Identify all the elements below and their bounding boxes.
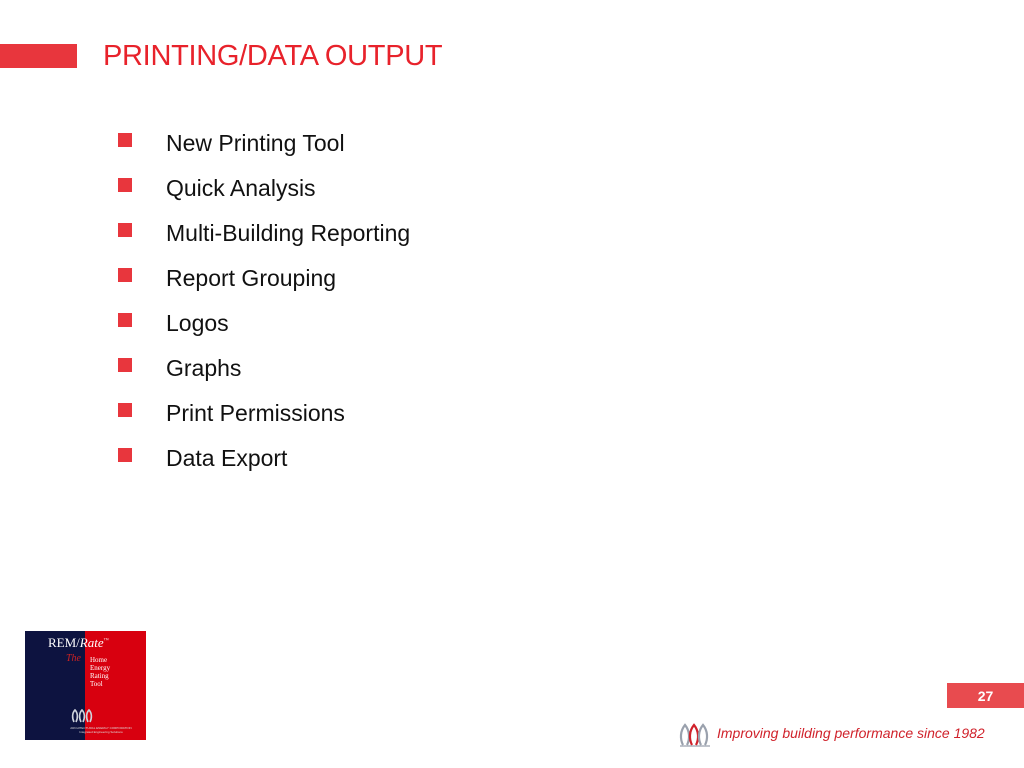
logo-tagline-line: Home (90, 656, 108, 664)
logo-company-text (61, 726, 141, 734)
bullet-text: Logos (166, 309, 229, 336)
list-item (118, 300, 410, 345)
page-number: 27 (977, 687, 994, 704)
logo-brand-text (48, 635, 109, 651)
list-item (118, 120, 410, 165)
bullet-text: Multi-Building Reporting (166, 219, 411, 246)
logo-tagline-line: Tool (90, 680, 103, 688)
list-item (118, 210, 410, 255)
bullet-square-icon (118, 133, 132, 147)
logo-the: The (66, 653, 81, 664)
title-accent-bar (0, 44, 77, 68)
list-item (118, 165, 410, 210)
logo-company-name: ARCHITECTURAL ENERGY CORPORATION (70, 726, 132, 730)
bullet-text: New Printing Tool (166, 129, 345, 156)
list-item (118, 390, 410, 435)
logo-brand-prefix: REM/ (48, 635, 80, 650)
bullet-square-icon (118, 268, 132, 282)
bullet-square-icon (118, 448, 132, 462)
company-mark-icon (71, 708, 97, 724)
bullet-square-icon (118, 223, 132, 237)
logo-brand-suffix: Rate (79, 635, 104, 650)
list-item (118, 435, 410, 480)
footer-tagline: Improving building performance since 1982 (717, 725, 985, 741)
logo-trademark: ™ (103, 638, 109, 644)
bullet-text: Report Grouping (166, 264, 337, 291)
bullet-text: Print Permissions (166, 399, 345, 426)
bullet-square-icon (118, 178, 132, 192)
company-mark-icon (678, 722, 712, 748)
slide-title: PRINTING/DATA OUTPUT (103, 40, 443, 72)
bullet-text: Graphs (166, 354, 242, 381)
list-item (118, 255, 410, 300)
list-item (118, 345, 410, 390)
remrate-logo (25, 631, 146, 740)
bullet-square-icon (118, 403, 132, 417)
logo-tagline (90, 656, 144, 688)
bullet-text: Quick Analysis (166, 174, 316, 201)
logo-company-sub: Integrated Engineering Solutions (79, 730, 123, 734)
bullet-square-icon (118, 358, 132, 372)
bullet-list (118, 120, 410, 480)
logo-tagline-line: Energy (90, 664, 111, 672)
page-number-box (947, 683, 1024, 708)
bullet-text: Data Export (166, 444, 288, 471)
bullet-square-icon (118, 313, 132, 327)
logo-tagline-line: Rating (90, 672, 109, 680)
